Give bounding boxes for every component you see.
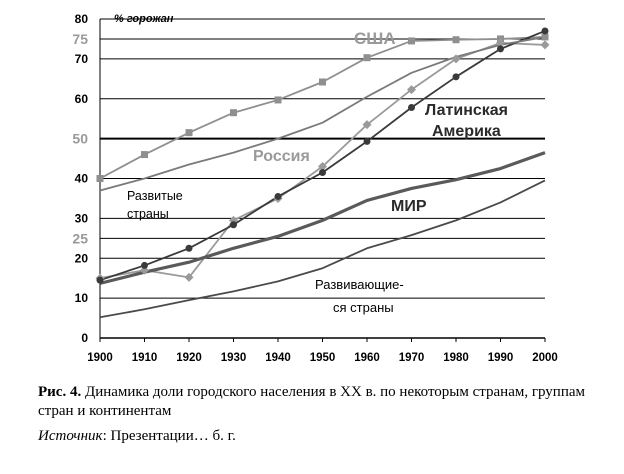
label-developing-line1: Развивающие-: [315, 277, 404, 292]
x-tick-label-1900: 1900: [87, 352, 113, 364]
label-latam-line2: Америка: [432, 123, 501, 140]
point-2-1960: [364, 138, 371, 145]
point-2-1950: [319, 169, 326, 176]
label-developed-line2: страны: [127, 207, 169, 221]
point-0-1900: [97, 175, 104, 182]
x-tick-label-2000: 2000: [532, 352, 558, 364]
x-tick-label-1910: 1910: [131, 352, 158, 364]
point-2-1990: [497, 45, 504, 52]
point-2-1930: [230, 221, 237, 228]
point-2-1920: [186, 245, 193, 252]
label-developing-line2: ся страны: [333, 300, 394, 315]
y-tick-label-25: 25: [72, 230, 88, 247]
y-tick-label-60: 60: [74, 91, 88, 106]
point-0-1980: [453, 36, 460, 43]
source-caption: [38, 427, 604, 446]
y-tick-label-50: 50: [72, 130, 88, 147]
label-developed-line1: Развитые: [127, 189, 183, 203]
source-text: : Презентации… б. г.: [102, 428, 236, 444]
series-labels: [127, 29, 508, 315]
x-tick-label-1970: 1970: [398, 352, 425, 364]
point-2-1910: [141, 262, 148, 269]
point-0-1970: [408, 37, 415, 44]
point-2-1970: [408, 104, 415, 111]
point-2-1980: [453, 73, 460, 80]
x-tick-label-1940: 1940: [265, 352, 291, 364]
y-tick-label-40: 40: [74, 171, 88, 186]
x-tick-label-1920: 1920: [176, 352, 202, 364]
series-markers: [96, 27, 550, 283]
y-tick-label-0: 0: [81, 331, 88, 345]
y-tick-label-70: 70: [74, 51, 88, 66]
point-0-1910: [141, 151, 148, 158]
figure-label: Рис. 4.: [38, 384, 82, 400]
axes: [72, 12, 557, 364]
series-line-2: [100, 31, 545, 280]
y-tick-label-75: 75: [72, 30, 88, 47]
y-tick-label-10: 10: [74, 291, 88, 306]
y-tick-label-30: 30: [74, 211, 88, 226]
source-label: Источник: [38, 428, 103, 444]
point-0-1960: [364, 54, 371, 61]
point-2-1900: [97, 277, 104, 284]
x-tick-label-1930: 1930: [220, 352, 247, 364]
y-tick-label-20: 20: [74, 251, 88, 266]
point-2-1940: [275, 193, 282, 200]
point-0-1940: [275, 96, 282, 103]
point-0-1930: [230, 109, 237, 116]
label-world: МИР: [391, 198, 427, 215]
point-2-2000: [542, 27, 549, 34]
point-0-1920: [186, 129, 193, 136]
label-latam-line1: Латинская: [425, 102, 508, 119]
figure-text: Динамика доли городского населения в XX в. по некоторым странам, группам стран и континентам: [38, 384, 586, 419]
y-tick-label-80: 80: [74, 12, 88, 26]
x-tick-label-1980: 1980: [443, 352, 469, 364]
series-line-1: [100, 43, 545, 278]
x-tick-label-1960: 1960: [354, 352, 380, 364]
y-axis-label: % горожан: [114, 13, 174, 25]
point-1-2000: [541, 40, 550, 49]
x-tick-label-1950: 1950: [309, 352, 336, 364]
point-0-1950: [319, 79, 326, 86]
figure-caption: [38, 383, 604, 421]
point-0-2000: [542, 33, 549, 40]
label-russia: Россия: [253, 148, 310, 165]
x-tick-label-1990: 1990: [487, 352, 514, 364]
label-usa: США: [354, 29, 396, 48]
